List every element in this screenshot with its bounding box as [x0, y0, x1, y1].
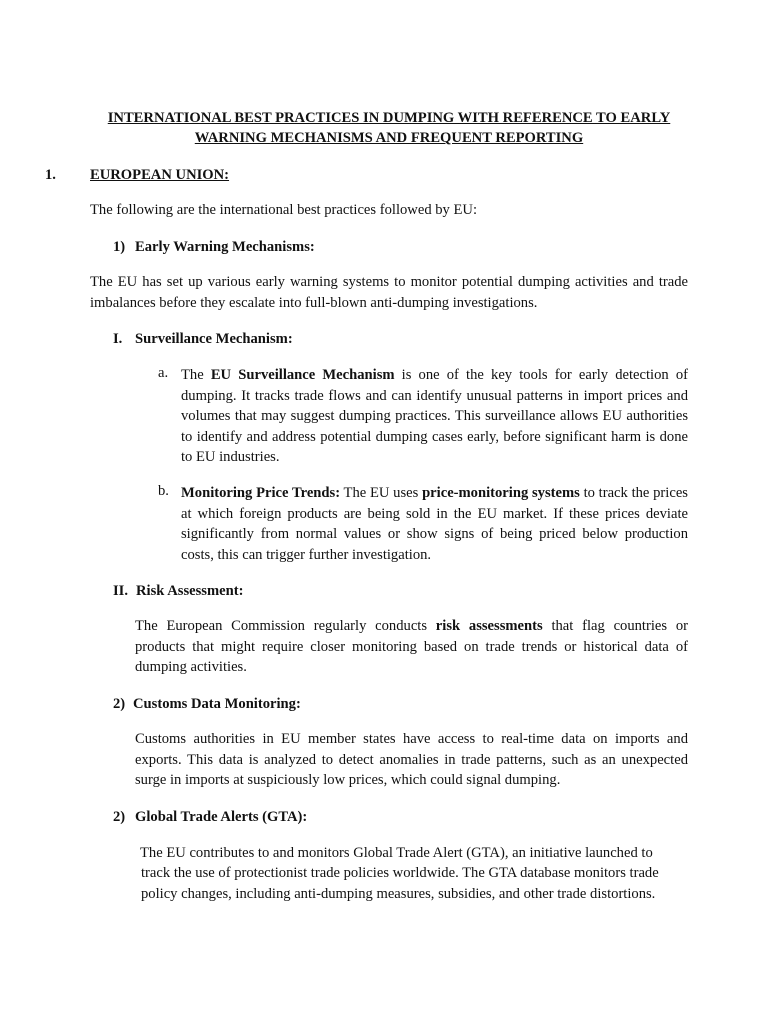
sub-ii-bold: risk assessments — [435, 618, 543, 634]
item-2a-body: Customs authorities in EU member states have access to real-time data on imports and exports. This data is analyzed to detect anomalies in trade patterns, such as an unexpected surge in imports at suspiciously low prices, which could signal dumping. — [135, 731, 688, 788]
point-a-paragraph — [181, 365, 688, 468]
section-number: 1. — [45, 167, 56, 183]
item-2b-marker: 2) — [113, 809, 126, 825]
item-2b-line-3: policy changes, including anti-dumping measures, subsidies, and other trade distortions. — [141, 886, 656, 902]
sub-ii-pre: The European Commission regularly conducts — [135, 618, 436, 634]
point-b-paragraph — [181, 483, 688, 565]
item-2b-heading: Global Trade Alerts (GTA): — [135, 809, 308, 825]
point-b-marker: b. — [158, 483, 169, 499]
point-b-post: to track the prices at which foreign products are being sold in the EU market. If these prices deviate significantly from normal values or show signs of being priced below production costs, this can trigger further investigation. — [181, 485, 688, 563]
point-b-bold-1: Monitoring Price Trends: — [181, 485, 341, 501]
sub-ii-paragraph — [135, 616, 688, 678]
intro-paragraph: The following are the international best practices followed by EU: — [90, 202, 478, 218]
sub-ii-marker: II. — [113, 583, 129, 599]
item-1-heading: Early Warning Mechanisms: — [135, 239, 315, 255]
point-a-bold: EU Surveillance Mechanism — [210, 367, 395, 383]
item-1-marker: 1) — [113, 239, 126, 255]
point-a-post: is one of the key tools for early detection of dumping. It tracks trade flows and can identify unusual patterns in import prices and volumes that may suggest dumping practices. This surveillance allows EU authorities to identify and address potential dumping cases early, before significant harm is done to EU industries. — [181, 367, 688, 465]
point-a-pre: The — [181, 367, 211, 383]
item-2a-marker: 2) — [113, 696, 126, 712]
item-2b-line-2: track the use of protectionist trade policies worldwide. The GTA database monitors trade — [141, 865, 659, 881]
item-2b-line-1: The EU contributes to and monitors Global Trade Alert (GTA), an initiative launched to — [140, 845, 653, 861]
item-1-body: The EU has set up various early warning systems to monitor potential dumping activities and trade imbalances before they escalate into full-blown anti-dumping investigations. — [90, 274, 688, 311]
document-title: INTERNATIONAL BEST PRACTICES IN DUMPING WITH REFERENCE TO EARLY WARNING MECHANISMS AND FREQUENT REPORTING — [107, 110, 671, 146]
sub-i-marker: I. — [113, 331, 123, 347]
item-2a-heading: Customs Data Monitoring: — [133, 696, 301, 712]
point-b-mid: The EU uses — [340, 485, 423, 501]
section-heading: EUROPEAN UNION: — [90, 167, 230, 183]
sub-i-heading: Surveillance Mechanism: — [135, 331, 293, 347]
point-b-bold-2: price-monitoring systems — [422, 485, 580, 501]
sub-ii-post: that flag countries or products that might require closer monitoring based on trade trends or historical data of dumping activities. — [135, 618, 688, 675]
sub-ii-heading: Risk Assessment: — [136, 583, 244, 599]
point-a-marker: a. — [158, 365, 169, 381]
